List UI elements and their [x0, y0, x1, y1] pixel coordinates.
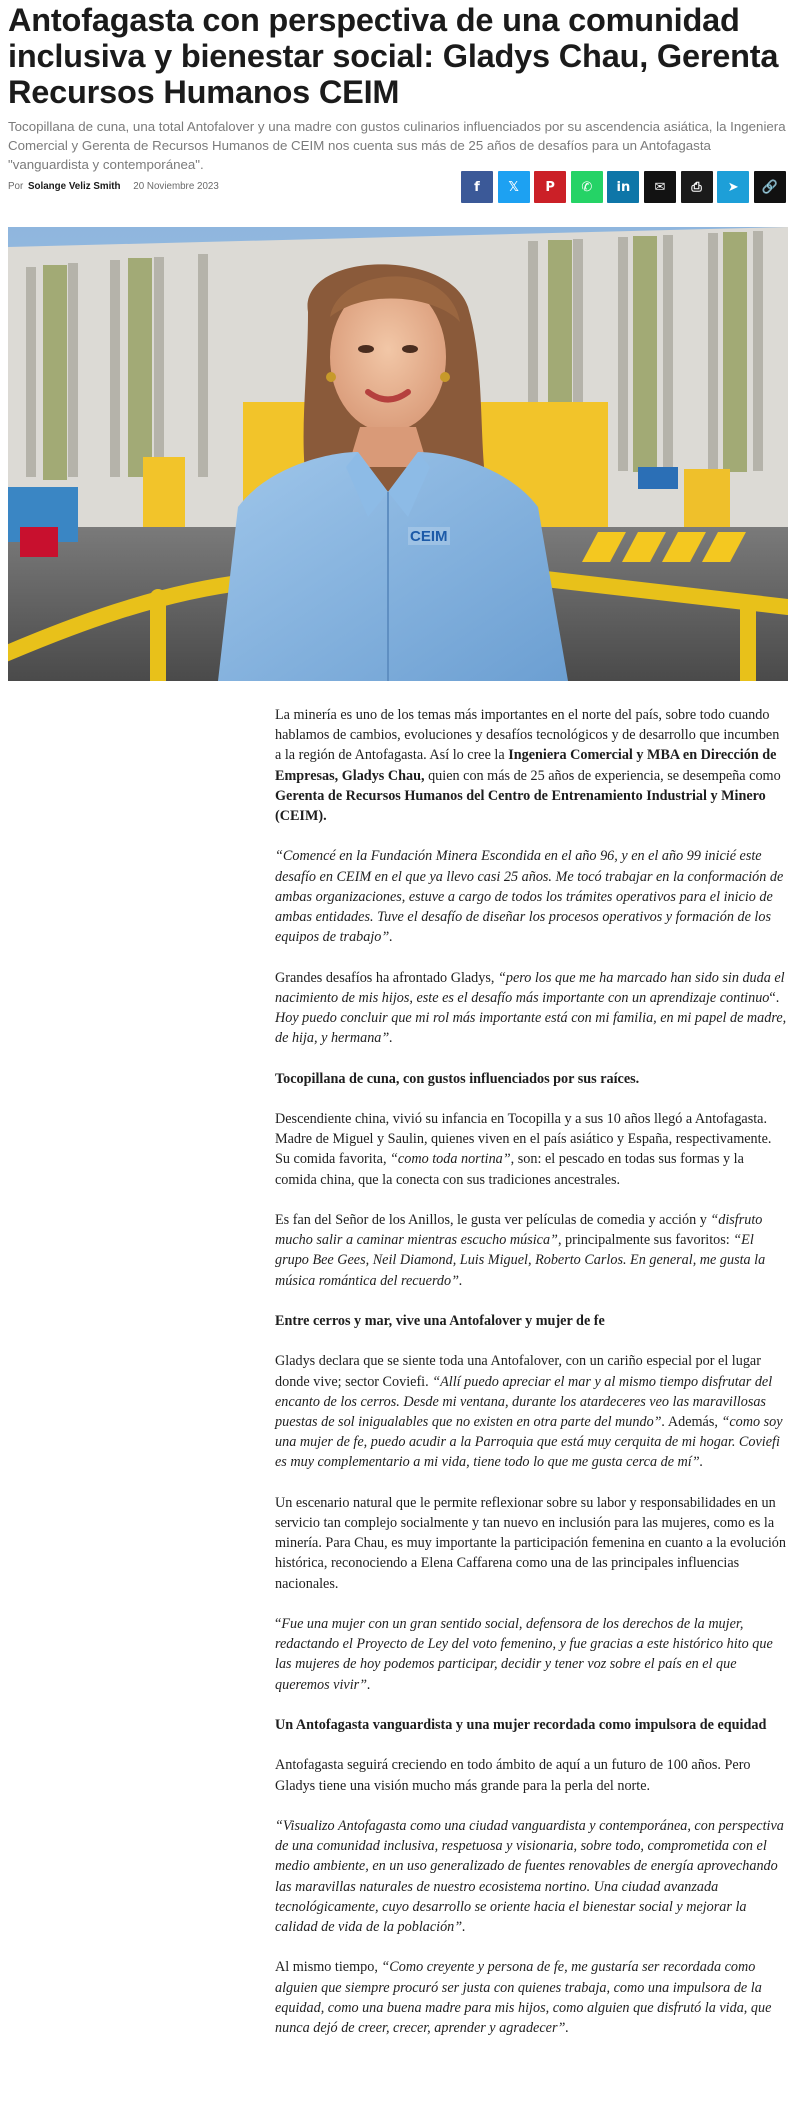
share-telegram-button[interactable]: [717, 171, 749, 203]
share-whatsapp-button[interactable]: [571, 171, 603, 203]
paragraph-9: Antofagasta seguirá creciendo en todo ámbito de aquí a un futuro de 100 años. Pero Gladys tiene una visión mucho más grande para la perla del norte.: [275, 1757, 751, 1794]
print-icon: ⎙: [691, 179, 702, 195]
section-heading-1: Tocopillana de cuna, con gustos influenciados por sus raíces.: [275, 1070, 640, 1087]
copy-link-icon: 🔗: [761, 179, 778, 195]
x-icon: 𝕏: [508, 179, 519, 195]
hero-image: [8, 227, 788, 681]
author-link[interactable]: Solange Veliz Smith: [27, 181, 121, 192]
pinterest-icon: P: [545, 179, 555, 195]
share-pinterest-button[interactable]: [534, 171, 566, 203]
telegram-icon: ➤: [727, 179, 739, 195]
publish-date: 20 Noviembre 2023: [133, 181, 219, 192]
byline: [8, 181, 219, 192]
paragraph-10: “Visualizo Antofagasta como una ciudad vanguardista y contemporánea, con perspectiva de una comunidad inclusiva, respetuosa y visionaria, sobre todo, comprometida con el medio ambiente, en un uso generalizado de fuentes renovables de energía aprovechando las maravillas naturales de nuestro ecosistema nortino. Una ciudad avanzada tecnológicamente, cuyo desarrollo se oriente hacia el bienestar social y mejorar la calidad de vida de la población”.: [275, 1817, 784, 1935]
share-linkedin-button[interactable]: [607, 171, 639, 203]
paragraph-7: Un escenario natural que le permite reflexionar sobre su labor y responsabilidades en un servicio tan complejo socialmente y tan nuevo en inclusión para las mujeres, como es la minería. Para Chau, es muy importante la participación femenina en cuanto a la evolución histórica, reconociendo a Elena Caffarena como una de las principales influencias nacionales.: [275, 1494, 786, 1592]
share-print-button[interactable]: [681, 171, 713, 203]
share-facebook-button[interactable]: [461, 171, 493, 203]
shirt-logo: CEIM: [410, 528, 448, 545]
linkedin-icon: in: [616, 179, 631, 195]
paragraph-3: Grandes desafíos ha afrontado Gladys, “pero los que me ha marcado han sido sin duda el nacimiento de mis hijos, este es el desafío más importante con un aprendizaje continuo“. Hoy puedo concluir que mi rol más importante está con mi familia, en mi papel de madre, de hija, y hermana”.: [275, 969, 787, 1047]
paragraph-5: Es fan del Señor de los Anillos, le gusta ver películas de comedia y acción y “disfruto mucho salir a caminar mientras escucho música”, principalmente sus favoritos: “El grupo Bee Gees, Neil Diamond, Luis Miguel, Roberto Carlos. En general, me gusta la música romántica del recuerdo”.: [275, 1212, 766, 1289]
paragraph-6: Gladys declara que se siente toda una Antofalover, con un cariño especial por el lugar donde vive; sector Coviefi. “Allí puedo apreciar el mar y al mismo tiempo disfrutar del encanto de los cerros. Desde mi ventana, durante los atardeceres veo las maravillosas puestas de sol inigualables que no existen en otra parte del mundo”. Además, “como soy una mujer de fe, puedo acudir a la Parroquia que está muy cerquita de mi hogar. Coviefi es muy complementario a mi vida, tiene todo lo que me gusta cerca de mí”.: [275, 1353, 783, 1471]
share-email-button[interactable]: [644, 171, 676, 203]
article-subtitle: Tocopillana de cuna, una total Antofalover y una madre con gustos culinarios influenciados por su ascendencia asiática, la Ingeniera Comercial y Gerenta de Recursos Humanos de CEIM nos cuenta sus más de 25 años de desafíos para un Antofagasta "vanguardista y contemporánea".: [8, 119, 786, 172]
whatsapp-icon: ✆: [581, 179, 593, 195]
paragraph-2: “Comencé en la Fundación Minera Escondida en el año 96, y en el año 99 inicié este desafío en CEIM en el que ya llevo casi 25 años. Me tocó trabajar en la conformación de ambas organizaciones, estuve a cargo de todos los trámites operativos para el inicio de ambas entidades. Tuve el desafío de diseñar los procesos operativos y formación de los equipos de trabajo”.: [275, 848, 784, 946]
section-heading-3: Un Antofagasta vanguardista y una mujer recordada como impulsora de equidad: [275, 1717, 767, 1733]
share-copy-link-button[interactable]: [754, 171, 786, 203]
hero-photo: [8, 227, 788, 681]
share-x-button[interactable]: [498, 171, 530, 203]
facebook-icon: f: [474, 179, 480, 195]
paragraph-4: Descendiente china, vivió su infancia en Tocopilla y a sus 10 años llegó a Antofagasta. Madre de Miguel y Saulin, quienes viven en el país asiático y España, respectivamente. Su comida favorita, “como toda nortina”, son: el pescado en todas sus formas y la comida china, que la conecta con sus tradiciones ancestrales.: [275, 1111, 772, 1188]
paragraph-8: “Fue una mujer con un gran sentido social, defensora de los derechos de la mujer, redactando el Proyecto de Ley del voto femenino, y fue gracias a este histórico hito que las mujeres de hoy podemos participar, decidir y tener voz sobre el país en el que queremos vivir”.: [275, 1616, 773, 1693]
share-bar: [461, 171, 786, 203]
email-icon: ✉: [654, 179, 666, 195]
section-heading-2: Entre cerros y mar, vive una Antofalover y mujer de fe: [275, 1313, 605, 1329]
article-title: Antofagasta con perspectiva de una comunidad inclusiva y bienestar social: Gladys Chau, Gerenta Recursos Humanos CEIM: [8, 2, 779, 110]
byline-prefix: Por: [8, 181, 24, 192]
paragraph-11: Al mismo tiempo, “Como creyente y persona de fe, me gustaría ser recordada como alguien que siempre procuró ser justa con quienes trabaja, como una impulsora de la equidad, como una buena madre para mis hijos, como alguien que disfrutó la vida, que nunca dejó de creer, crecer, aprender y agradecer”.: [275, 1959, 772, 2036]
article-body: [275, 705, 789, 2038]
paragraph-1: La minería es uno de los temas más importantes en el norte del país, sobre todo cuando hablamos de cambios, evoluciones y desafíos tecnológicos y de desarrollo que incumben a la región de Antofagasta. Así lo cree la Ingeniera Comercial y MBA en Dirección de Empresas, Gladys Chau, quien con más de 25 años de experiencia, se desempeña como Gerenta de Recursos Humanos del Centro de Entrenamiento Industrial y Minero (CEIM).: [275, 707, 781, 825]
